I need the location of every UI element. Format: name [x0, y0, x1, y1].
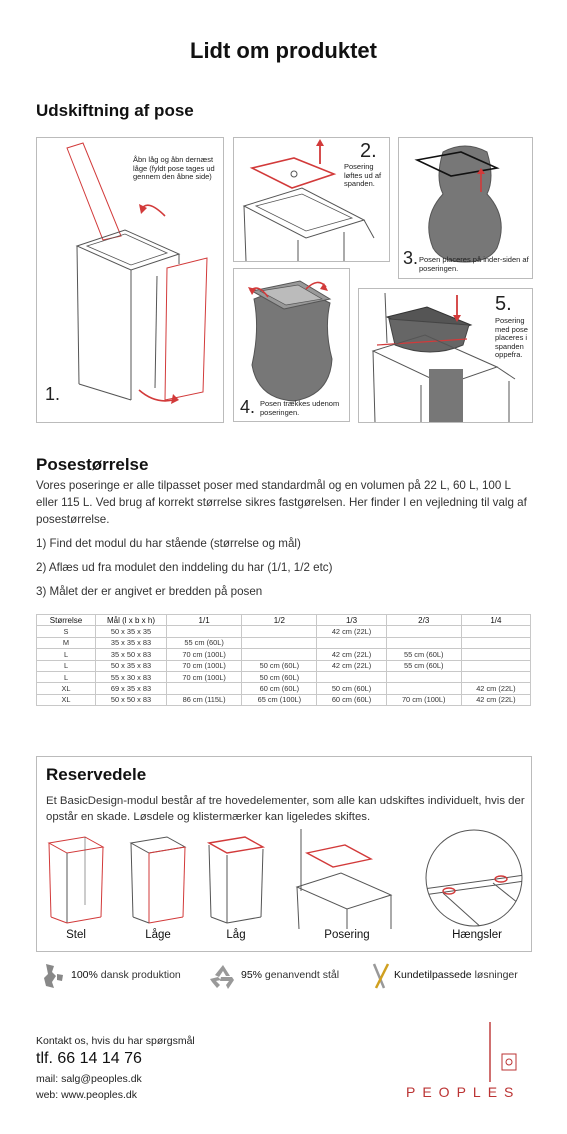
table-cell: 70 cm (100L)	[386, 694, 461, 705]
part-label-door: Låge	[145, 929, 171, 941]
table-cell: 42 cm (22L)	[317, 626, 386, 637]
table-cell: L	[37, 649, 96, 660]
table-cell: 55 cm (60L)	[386, 660, 461, 671]
recycle-icon	[208, 962, 238, 990]
instruction-2: 2) Aflæs ud fra modulet den inddeling du har (1/1, 1/2 etc)	[36, 561, 333, 574]
table-header-row	[37, 615, 531, 626]
instruction-1: 1) Find det modul du har stående (størrelse og mål)	[36, 537, 301, 550]
part-label-lid: Låg	[226, 929, 246, 941]
table-cell	[386, 626, 461, 637]
contact-intro: Kontakt os, hvis du har spørgsmål	[36, 1035, 195, 1047]
table-cell	[242, 626, 317, 637]
table-cell: 69 x 35 x 83	[96, 683, 167, 694]
table-header: 1/2	[242, 615, 317, 626]
part-label-frame: Stel	[66, 929, 86, 941]
table-cell	[317, 671, 386, 682]
table-cell: 70 cm (100L)	[167, 671, 242, 682]
table-cell	[461, 671, 530, 682]
table-row	[37, 637, 531, 648]
table-cell	[461, 637, 530, 648]
spare-parts-box	[36, 756, 532, 952]
table-cell	[242, 637, 317, 648]
section-heading-spare-parts: Reservedele	[46, 765, 147, 784]
table-cell: 50 x 50 x 83	[96, 694, 167, 705]
hinge-part-icon	[423, 827, 525, 929]
table-cell	[386, 637, 461, 648]
spare-parts-text: Et BasicDesign-modul består af tre hovedelementer, som alle kan udskiftes individuelt, hvis der opstår en skade. Løsdele og klistermærker kan ligeledes skiftes.	[46, 795, 525, 823]
feature-text: genanvendt stål	[262, 969, 340, 981]
step-5-number: 5.	[495, 293, 512, 315]
step-5-caption: Posering med pose placeres i spanden oppefra.	[495, 316, 528, 359]
denmark-map-icon	[40, 962, 66, 990]
table-row	[37, 671, 531, 682]
table-cell: 60 cm (60L)	[317, 694, 386, 705]
peoples-logo-text: PEOPLES	[406, 1084, 521, 1100]
table-cell: 42 cm (22L)	[317, 649, 386, 660]
table-header: 1/4	[461, 615, 530, 626]
table-row	[37, 683, 531, 694]
table-header: 2/3	[386, 615, 461, 626]
table-cell: 42 cm (22L)	[461, 683, 530, 694]
door-part-icon	[127, 833, 189, 925]
table-cell: 65 cm (100L)	[242, 694, 317, 705]
section-heading-bag-change: Udskiftning af pose	[36, 101, 194, 120]
table-cell	[386, 671, 461, 682]
bag-ring-part-icon	[287, 825, 397, 929]
contact-mail[interactable]: mail: salg@peoples.dk	[36, 1073, 142, 1085]
table-header: 1/1	[167, 615, 242, 626]
table-header: Størrelse	[37, 615, 96, 626]
step-4-panel	[233, 268, 350, 422]
table-cell: 70 cm (100L)	[167, 660, 242, 671]
table-cell: XL	[37, 694, 96, 705]
table-cell: L	[37, 660, 96, 671]
feature-highlight: 95%	[241, 969, 263, 981]
peoples-logo	[404, 1022, 534, 1106]
table-cell	[461, 660, 530, 671]
feature-highlight: 100%	[71, 969, 98, 981]
table-cell: 50 x 35 x 83	[96, 660, 167, 671]
table-cell: 55 cm (60L)	[167, 637, 242, 648]
step-1-panel	[36, 137, 224, 423]
table-cell	[167, 626, 242, 637]
table-row	[37, 626, 531, 637]
table-cell	[461, 649, 530, 660]
table-cell: 35 x 35 x 83	[96, 637, 167, 648]
table-cell: 50 cm (60L)	[317, 683, 386, 694]
step-3-number: 3.	[403, 248, 419, 268]
step-1-caption: Åbn låg og åbn dernæst låge (fyldt pose tages ud gennem den åbne side)	[133, 155, 215, 181]
table-cell: 42 cm (22L)	[461, 694, 530, 705]
table-cell: 50 cm (60L)	[242, 671, 317, 682]
page-title: Lidt om produktet	[190, 38, 377, 63]
step-3-panel	[398, 137, 533, 279]
part-label-bag-ring: Posering	[324, 929, 370, 941]
table-cell: 50 x 35 x 35	[96, 626, 167, 637]
feature-highlight: Kundetilpassede	[394, 969, 472, 981]
bag-size-table	[36, 614, 531, 706]
table-cell: M	[37, 637, 96, 648]
table-cell: 50 cm (60L)	[242, 660, 317, 671]
step-5-panel	[358, 288, 533, 423]
part-label-hinges: Hængsler	[452, 929, 502, 941]
feature-recycled-steel	[241, 969, 339, 981]
table-cell	[242, 649, 317, 660]
frame-part-icon	[45, 833, 107, 925]
table-cell: 42 cm (22L)	[317, 660, 386, 671]
section-heading-bag-size: Posestørrelse	[36, 455, 149, 474]
table-cell: 55 cm (60L)	[386, 649, 461, 660]
instruction-3: 3) Målet der er angivet er bredden på posen	[36, 585, 263, 598]
contact-phone[interactable]: tlf. 66 14 14 76	[36, 1050, 142, 1067]
table-cell: S	[37, 626, 96, 637]
table-cell: 35 x 50 x 83	[96, 649, 167, 660]
step-1-number: 1.	[45, 384, 61, 404]
step-4-caption: Posen trækkes udenom poseringen.	[260, 399, 340, 417]
feature-custom-solutions	[394, 969, 518, 981]
bag-size-intro: Vores poseringe er alle tilpasset poser med standardmål og en volumen på 22 L, 60 L, 100 L eller 115 L. Ved brug af korrekt størrelse sikres fastgørelsen. Her finder I en vejledning til valg af posestørrelse.	[36, 479, 527, 526]
table-cell	[461, 626, 530, 637]
peoples-logo-mark	[404, 1022, 534, 1086]
table-cell	[317, 637, 386, 648]
table-cell: 70 cm (100L)	[167, 649, 242, 660]
table-cell: XL	[37, 683, 96, 694]
table-cell	[386, 683, 461, 694]
feature-text: dansk produktion	[97, 969, 181, 981]
table-row	[37, 649, 531, 660]
step-4-number: 4.	[240, 397, 256, 417]
lid-part-icon	[205, 833, 267, 925]
contact-web[interactable]: web: www.peoples.dk	[36, 1089, 137, 1101]
table-cell: 55 x 30 x 83	[96, 671, 167, 682]
table-row	[37, 694, 531, 705]
feature-danish-production	[71, 969, 181, 981]
table-cell: L	[37, 671, 96, 682]
step-2-caption: Posering løftes ud af spanden.	[344, 162, 382, 188]
tools-icon	[370, 962, 392, 990]
step-2-number: 2.	[360, 140, 377, 162]
step-2-panel	[233, 137, 390, 262]
table-cell: 86 cm (115L)	[167, 694, 242, 705]
table-row	[37, 660, 531, 671]
table-header: 1/3	[317, 615, 386, 626]
table-header: Mål (l x b x h)	[96, 615, 167, 626]
table-cell: 60 cm (60L)	[242, 683, 317, 694]
feature-text: løsninger	[471, 969, 518, 981]
table-cell	[167, 683, 242, 694]
step-3-caption: Posen placeres på inder-siden af poseringen.	[419, 255, 529, 273]
